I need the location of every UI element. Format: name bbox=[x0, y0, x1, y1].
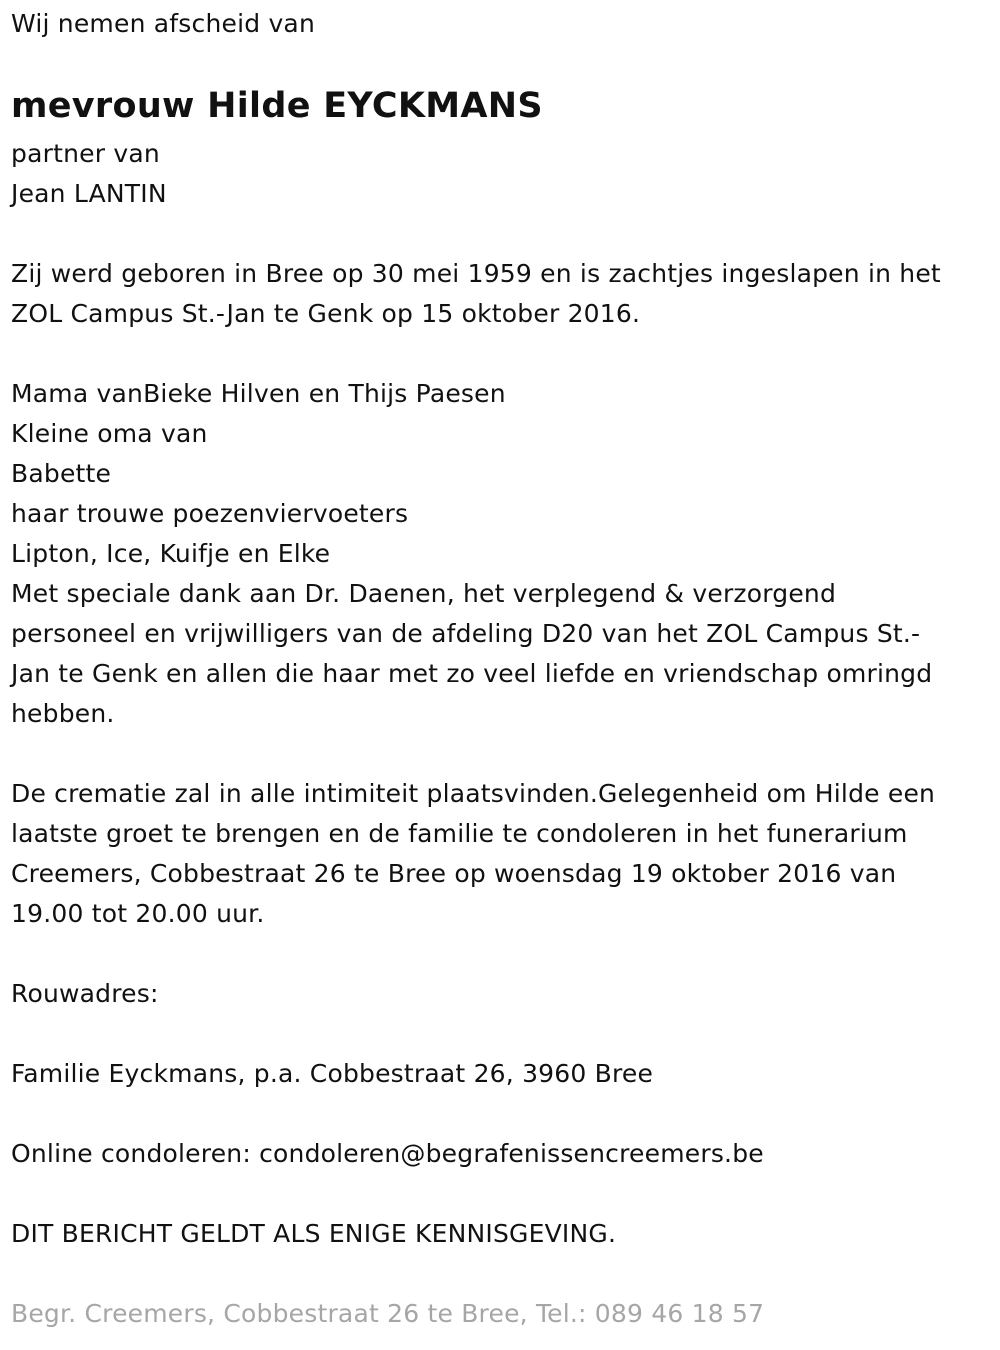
birth-line: Zij werd geboren in Bree op 30 mei 1959 en is zachtjes ingeslapen in het bbox=[11, 259, 941, 288]
family-line: Lipton, Ice, Kuifje en Elke bbox=[11, 539, 331, 568]
ceremony-line: Creemers, Cobbestraat 26 te Bree op woensdag 19 oktober 2016 van bbox=[11, 859, 897, 888]
ceremony-line: laatste groet te brengen en de familie te condoleren in het funerarium bbox=[11, 819, 908, 848]
birth-line: ZOL Campus St.-Jan te Genk op 15 oktober 2016. bbox=[11, 299, 641, 328]
partner-label: partner van bbox=[11, 139, 160, 168]
intro-text: Wij nemen afscheid van bbox=[11, 9, 315, 38]
family-line: Mama vanBieke Hilven en Thijs Paesen bbox=[11, 379, 506, 408]
mourning-address: Familie Eyckmans, p.a. Cobbestraat 26, 3960 Bree bbox=[11, 1059, 654, 1088]
thanks-line: Jan te Genk en allen die haar met zo veel liefde en vriendschap omringd bbox=[11, 659, 933, 688]
ceremony-line: 19.00 tot 20.00 uur. bbox=[11, 899, 265, 928]
deceased-name: mevrouw Hilde EYCKMANS bbox=[11, 86, 543, 126]
family-line: Babette bbox=[11, 459, 112, 488]
notice-statement: DIT BERICHT GELDT ALS ENIGE KENNISGEVING. bbox=[11, 1219, 617, 1248]
family-line: haar trouwe poezenviervoeters bbox=[11, 499, 409, 528]
thanks-line: Met speciale dank aan Dr. Daenen, het verplegend & verzorgend bbox=[11, 579, 837, 608]
thanks-line: personeel en vrijwilligers van de afdeling D20 van het ZOL Campus St.- bbox=[11, 619, 921, 648]
online-condolence: Online condoleren: condoleren@begrafenissencreemers.be bbox=[11, 1139, 764, 1168]
thanks-line: hebben. bbox=[11, 699, 115, 728]
address-label: Rouwadres: bbox=[11, 979, 159, 1008]
ceremony-line: De crematie zal in alle intimiteit plaatsvinden.Gelegenheid om Hilde een bbox=[11, 779, 936, 808]
partner-name: Jean LANTIN bbox=[11, 179, 167, 208]
family-line: Kleine oma van bbox=[11, 419, 208, 448]
funeral-home-footer: Begr. Creemers, Cobbestraat 26 te Bree, Tel.: 089 46 18 57 bbox=[11, 1299, 765, 1328]
